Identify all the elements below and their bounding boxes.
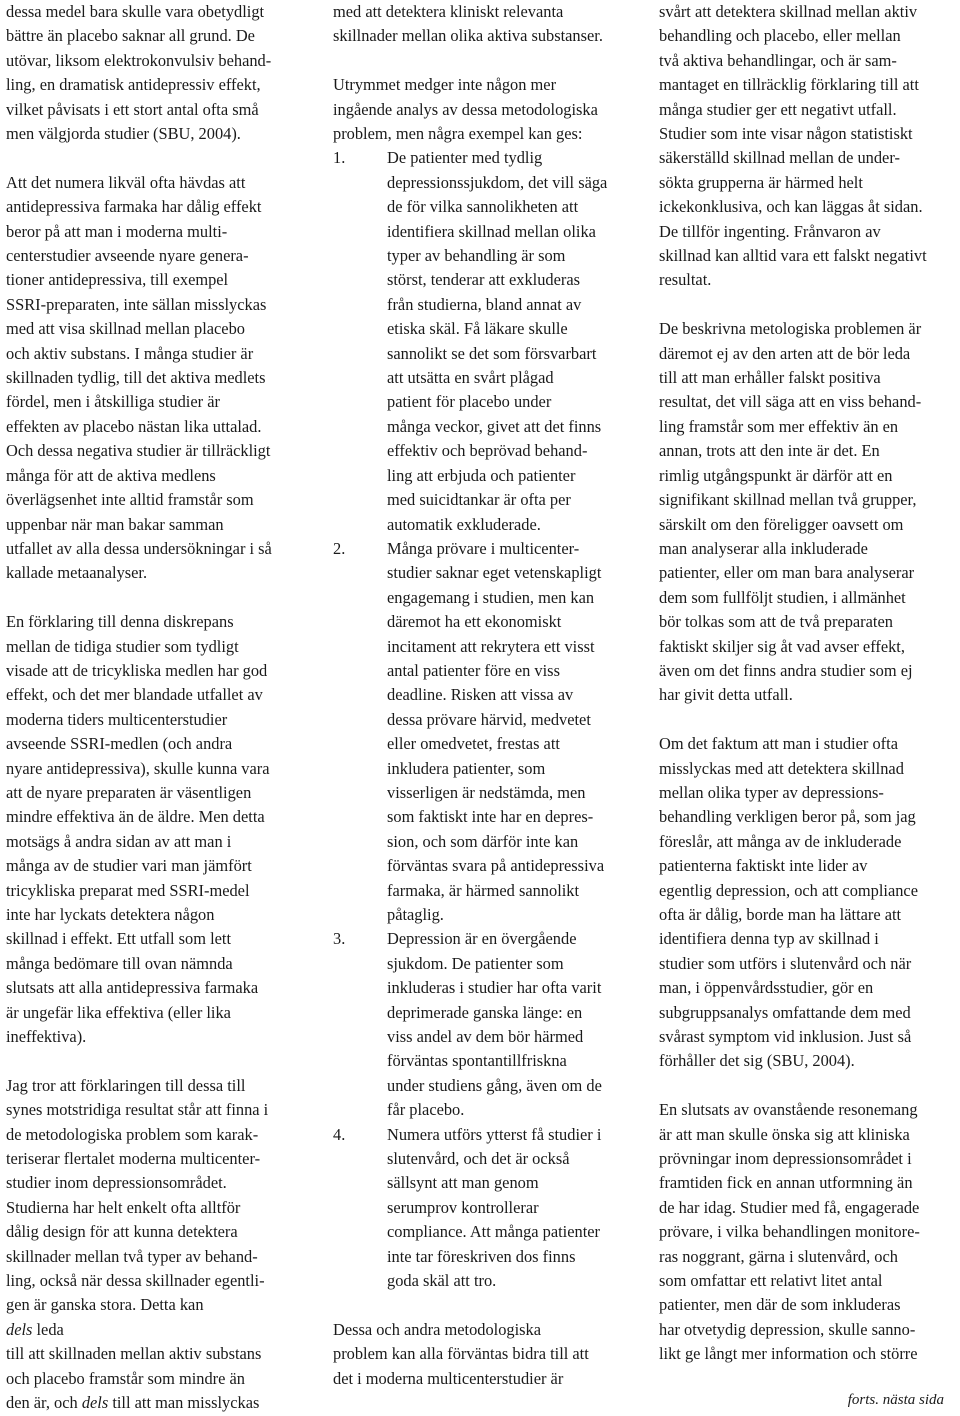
text-line: bör tolkas som att de två preparaten [659,612,893,632]
text-line: utfallet av alla dessa undersökningar i så [6,538,272,558]
text-line: goda skäl att tro. [387,1271,497,1291]
paragraph [6,171,306,586]
paragraph [333,0,639,49]
text-line: Och dessa negativa studier är tillräckligt [6,441,271,461]
text-line: påtaglig. [387,905,444,925]
text-line: uppenbar när man bakar samman [6,514,224,534]
text-line: mellan de tidiga studier som tydligt [6,636,239,656]
paragraph [333,73,639,146]
text-line: de metodologiska problem som karak- [6,1124,259,1144]
text-line: vilket påvisats i ett stort antal ofta små [6,99,259,119]
text-line: tioner antidepressiva, till exempel [6,270,229,290]
text-line: föreslår, att många av de inkluderade [659,831,902,851]
text-line: framtiden fick en annan utformning än [659,1173,913,1193]
text-line: sion, och som därför inte kan [387,831,579,851]
text-line: får placebo. [387,1100,465,1120]
text-line: många veckor, givet att det finns [387,416,602,436]
text-line: många av de studier vari man jämfört [6,856,252,876]
text-line: problem kan alla förväntas bidra till att [333,1344,589,1364]
text-line: motsägs å andra sidan av att man i [6,831,232,851]
text-line: är att man skulle önska sig att kliniska [659,1124,910,1144]
text-line: ineffektiva). [6,1027,87,1047]
text-line: studier saknar eget vetenskapligt [387,563,602,583]
list-item [333,927,639,1122]
text-line: skillnaden tydlig, till det aktiva medlets [6,368,266,388]
text-line: dessa prövare härvid, medvetet [387,709,591,729]
text-line: ras noggrant, gärna i slutenvård, och [659,1246,898,1266]
text-line: däremot ha ett ekonomiskt [387,612,562,632]
text-line: viss andel av dem bör härmed [387,1027,584,1047]
text-line: De beskrivna metologiska problemen är [659,319,922,339]
text-line: som omfattar ett relativt litet antal [659,1271,883,1291]
numbered-list [333,146,639,1293]
text-line: rimlig utgångspunkt är därför att en [659,465,893,485]
text-line: utövar, liksom elektrokonvulsiv behand- [6,50,272,70]
paragraph [6,1074,306,1416]
text-line: ling att erbjuda och patienter [387,465,576,485]
text-line: patienter, men där de som inkluderas [659,1295,901,1315]
text-line: centerstudier avseende nyare genera- [6,246,249,266]
text-line: faktiskt skiljer sig åt vad avser effekt, [659,636,905,656]
text-line: Studier som inte visar någon statistiskt [659,124,913,144]
text-line: det i moderna multicenterstudier är [333,1368,564,1388]
text-line: serumprov kontrollerar [387,1197,539,1217]
text-line: överlägsenhet inte alltid framstår som [6,490,254,510]
text-line: En förklaring till denna diskrepans [6,612,234,632]
text-line: Depression är en övergående [387,929,577,949]
text-line: att de nyare preparaten är väsentligen [6,782,252,802]
paragraph [333,1318,639,1391]
text-line: egentlig depression, och att compliance [659,880,918,900]
column-1 [6,0,306,1416]
text-line: under studiens gång, även om de [387,1075,602,1095]
text-line: sjukdom. De patienter som [387,953,564,973]
text-line: inte har lyckats detektera någon [6,905,215,924]
text-line: och placebo framstår som mindre än [6,1368,245,1388]
text-line: prövningar inom depressionsområdet i [659,1149,912,1169]
text-line: De tillför ingenting. Frånvaron av [659,221,881,241]
text-line: automatik exkluderade. [387,514,541,534]
text-line: mellan olika typer av depressions- [659,782,884,802]
text-line: effekt, och det mer blandade utfallet av [6,685,263,705]
text-line: svårt att detektera skillnad mellan aktiv [659,2,918,21]
paragraph [659,1098,959,1366]
text-line: man, i öppenvårdsstudier, gör en [659,978,874,998]
text-line: svårast symptom vid inklusion. Just så [659,1027,912,1047]
text-line: etiska skäl. Få läkare skulle [387,319,568,339]
list-item [333,146,639,537]
text-line: till att man erhåller falskt positiva [659,368,881,388]
emphasis: dels [81,1393,109,1413]
text-line: problem, men några exempel kan ges: [333,124,583,144]
text-line: engagemang i studien, men kan [387,587,595,607]
text-line: patienterna faktiskt inte lider av [659,856,868,876]
text-line: dålig design för att kunna detektera [6,1222,238,1242]
list-item [333,537,639,928]
text-line: skillnader mellan två typer av behand- [6,1246,258,1266]
emphasis: dels [6,1319,33,1339]
text-line: moderna tiders multicenterstudier [6,709,228,729]
text-line: antal patienter före en viss [387,660,560,680]
text-line: signifikant skillnad mellan två grupper, [659,490,917,510]
text-line: skillnad kan alltid vara ett falskt negativt [659,246,927,266]
text-line: och aktiv substans. I många studier är [6,343,254,363]
text-line: visade att de tricykliska medlen har god [6,660,268,680]
text-line: eller omedvetet, frestas att [387,734,560,754]
text-line: ingående analys av dessa metodologiska [333,99,598,119]
list-item [333,1123,639,1294]
text-line: inkludera patienter, som [387,758,546,778]
paragraph [6,0,306,146]
text-line: mantaget en tillräcklig förklaring till att [659,75,919,95]
text-line: likt ge långt mer information och större [659,1344,918,1364]
text-line: man analyserar alla inkluderade [659,538,868,558]
text-line: patienter, eller om man bara analyserar [659,563,915,583]
text-line: till att skillnaden mellan aktiv substans [6,1344,262,1364]
text-line: de för vilka sannolikheten att [387,197,579,217]
text-line: sökta grupperna är härmed helt [659,172,863,192]
continued-next-page: forts. nästa sida [847,1392,944,1408]
text-line: gen är ganska stora. Detta kan [6,1295,204,1315]
text-line: med att detektera kliniskt relevanta [333,2,564,21]
text-line: störst, tenderar att exkluderas [387,270,580,290]
text-line: med suicidtankar är ofta per [387,490,571,510]
text-line: ling, en dramatisk antidepressiv effekt, [6,75,261,95]
text-line: skillnad i effekt. Ett utfall som lett [6,929,232,949]
text-line: Många prövare i multicenter- [387,538,580,558]
text-line: sällsynt att man genom [387,1173,539,1193]
text-line: nyare antidepressiva), skulle kunna vara [6,758,270,778]
text-line: sannolikt se det som försvarbart [387,343,597,363]
text-line: som faktiskt inte har en depres- [387,807,594,827]
text-line: inte tar föreskriven dos finns [387,1246,576,1266]
paragraph [659,317,959,708]
text-line: dessa medel bara skulle vara obetydligt [6,2,265,21]
list-number: 4. [333,1124,346,1144]
text-line: säkerställd skillnad mellan de under- [659,148,900,168]
text-line: studier inom depressionsområdet. [6,1173,227,1193]
text-line: deadline. Risken att vissa av [387,685,574,705]
column-3 [659,0,959,1367]
paragraph [659,0,959,293]
text-line: förväntas svara på antidepressiva [387,856,605,876]
text-line: beror på att man i moderna multi- [6,221,228,241]
text-line: skillnader mellan olika aktiva substanser. [333,26,603,46]
text-line: patient för placebo under [387,392,552,412]
text-line: två aktiva behandlingar, och är sam- [659,50,897,70]
text-line: ofta är dålig, borde man ha lättare att [659,905,902,924]
paragraph [6,610,306,1049]
text-line: effekten av placebo nästan lika uttalad. [6,416,262,436]
text-line: antidepressiva farmaka har dålig effekt [6,197,262,217]
text-line: fördel, men i åtskilliga studier är [6,392,220,412]
text-line: kallade metaanalyser. [6,563,148,583]
text-line: identifiera skillnad mellan olika [387,221,596,241]
text-line: typer av behandling är som [387,246,566,266]
text-line: dem som fullföljt studien, i allmänhet [659,587,906,607]
text-line: bättre än placebo saknar all grund. De [6,26,255,46]
list-number: 2. [333,538,346,558]
text-line: subgruppsanalys omfattande dem med [659,1002,911,1022]
text-line: har givit detta utfall. [659,685,793,705]
text-line: misslyckas med att detektera skillnad [659,758,904,778]
text-line: har otvetydig depression, skulle sanno- [659,1319,916,1339]
text-line: däremot ej av den arten att de bör leda [659,343,911,363]
text-line: depressionssjukdom, det vill säga [387,172,608,192]
column-2 [333,0,639,1391]
text-line: studier som utförs i slutenvård och när [659,953,912,973]
text-line: inkluderas i studier har ofta varit [387,978,602,998]
text-line: En slutsats av ovanstående resonemang [659,1100,918,1120]
text-line: många studier ger ett negativt utfall. [659,99,897,119]
text-line: förhåller det sig (SBU, 2004). [659,1051,855,1071]
text-line: SSRI-preparaten, inte sällan misslyckas [6,294,267,314]
text-line: men välgjorda studier (SBU, 2004). [6,124,241,144]
text-line: resultat, det vill säga att en viss behand- [659,392,922,412]
text-line: särskilt om den föreligger oavsett om [659,514,904,534]
paragraph [659,732,959,1074]
text-line: många för att de aktiva medlens [6,465,216,485]
text-line: slutenvård, och det är också [387,1149,570,1169]
text-line: effektiv och beprövad behand- [387,441,588,461]
text-line: den är, och dels till att man misslyckas [6,1393,260,1413]
text-line: identifiera denna typ av skillnad i [659,929,879,949]
text-line: deprimerade ganska länge: en [387,1002,583,1022]
text-line: Numera utförs ytterst få studier i [387,1124,602,1144]
text-line: resultat. [659,270,712,290]
text-line: prövare, i vilka behandlingen monitore- [659,1222,920,1242]
text-line: teriserar flertalet moderna multicenter- [6,1149,261,1169]
text-line: Utrymmet medger inte någon mer [333,75,557,95]
text-line: behandling verkligen beror på, som jag [659,807,916,827]
text-line: annan, trots att den inte är det. En [659,441,880,461]
text-line: avseende SSRI-medlen (och andra [6,734,233,754]
text-line: ling framstår som mer effektiv än en [659,416,899,436]
text-line: visserligen är nedstämda, men [387,782,586,802]
text-line: många bedömare till ovan nämnda [6,953,233,973]
text-line: med att visa skillnad mellan placebo [6,319,245,339]
text-line: farmaka, är härmed sannolikt [387,880,580,900]
list-number: 3. [333,929,346,949]
text-line: incitament att rekrytera ett visst [387,636,595,656]
text-line: dels leda [6,1319,64,1339]
text-line: ling, också när dessa skillnader egentli- [6,1271,265,1291]
text-line: tricykliska preparat med SSRI-medel [6,880,250,900]
text-line: ickekonklusiva, och kan läggas åt sidan. [659,197,923,217]
text-line: från studierna, bland annat av [387,294,582,314]
text-line: Dessa och andra metodologiska [333,1319,542,1339]
text-line: compliance. Att många patienter [387,1222,600,1242]
list-number: 1. [333,148,346,168]
text-line: Att det numera likväl ofta hävdas att [6,172,246,192]
text-line: att utsätta en svårt plågad [387,368,554,388]
text-line: förväntas spontantillfriskna [387,1051,567,1071]
text-line: är ungefär lika effektiva (eller lika [6,1002,231,1022]
text-line: Jag tror att förklaringen till dessa till [6,1075,246,1095]
text-line: Studierna har helt enkelt ofta alltför [6,1197,241,1217]
text-line: De patienter med tydlig [387,148,543,168]
text-line: slutsats att alla antidepressiva farmaka [6,978,259,998]
text-line: även om det finns andra studier som ej [659,660,913,680]
text-line: Om det faktum att man i studier ofta [659,734,898,754]
text-line: behandling och placebo, eller mellan [659,26,901,46]
text-line: de har idag. Studier med få, engagerade [659,1197,920,1217]
text-line: mindre effektiva än de äldre. Men detta [6,807,265,827]
text-line: synes motstridiga resultat står att finna i [6,1100,269,1120]
